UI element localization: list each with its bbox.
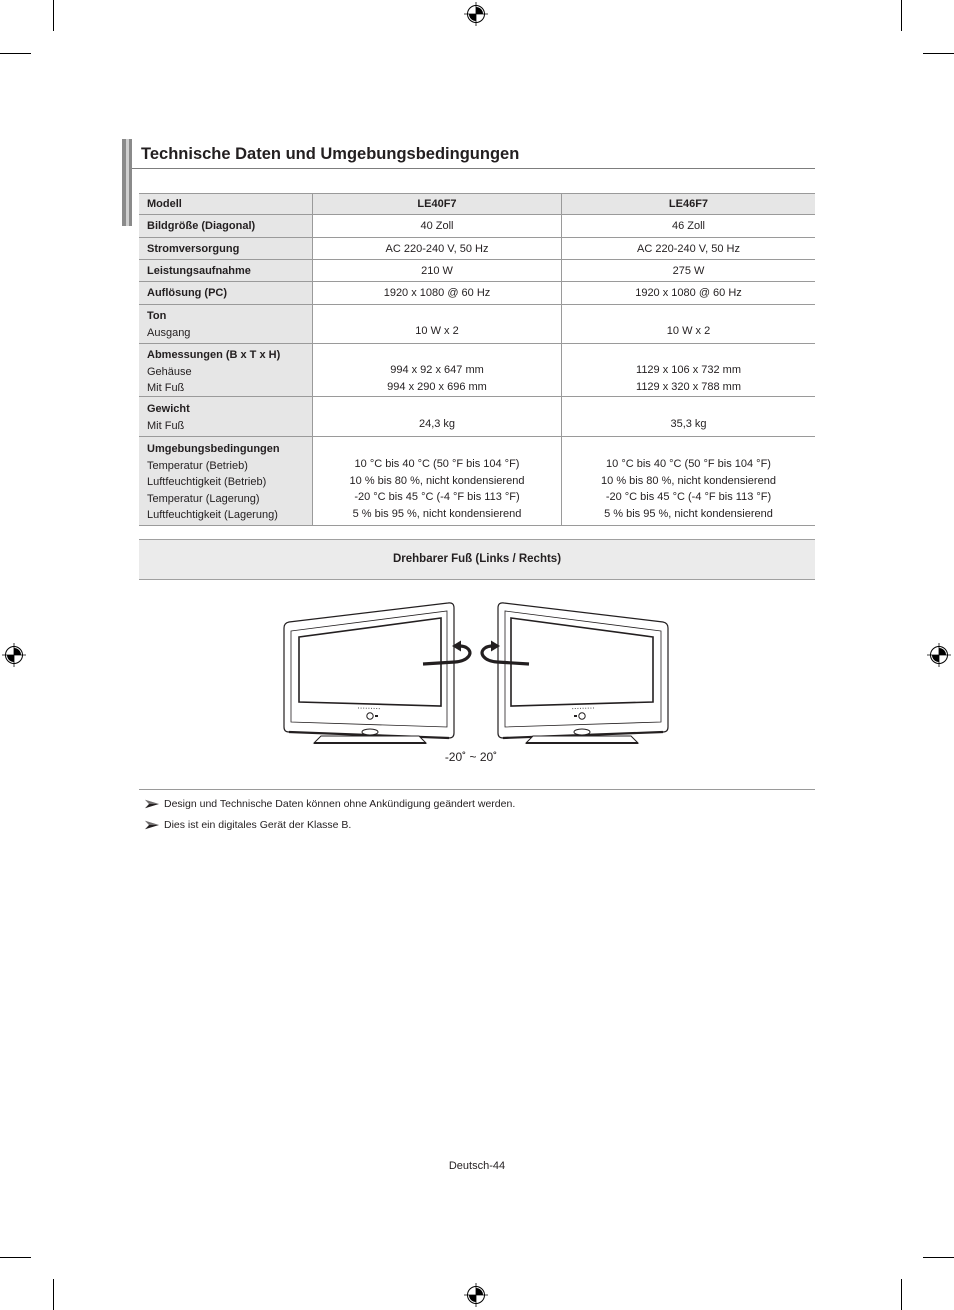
row-label: Leistungsaufnahme	[139, 260, 313, 281]
row-label: Umgebungsbedingungen	[147, 443, 280, 455]
page-title: Technische Daten und Umgebungsbedingungen	[141, 145, 520, 163]
row-value: 10 W x 2	[666, 325, 711, 337]
tv-left-illustration	[284, 603, 454, 743]
registration-mark-icon	[927, 643, 951, 667]
crop-mark	[901, 0, 902, 31]
row-sublabel: Luftfeuchtigkeit (Lagerung)	[147, 509, 278, 522]
row-value: 275 W	[672, 264, 705, 277]
row-value: 10 °C bis 40 °C (50 °F bis 104 °F)	[354, 458, 520, 470]
header-label: Modell	[139, 194, 313, 214]
row-value-group	[562, 437, 815, 525]
crop-mark	[0, 1257, 31, 1258]
row-value: 10 °C bis 40 °C (50 °F bis 104 °F)	[606, 458, 771, 470]
table-row	[139, 397, 815, 437]
swivel-stand-heading: Drehbarer Fuß (Links / Rechts)	[139, 539, 815, 580]
row-sublabel: Temperatur (Lagerung)	[147, 492, 260, 505]
row-value-group	[313, 344, 562, 396]
row-value: 24,3 kg	[418, 418, 456, 430]
row-value: 40 Zoll	[313, 215, 562, 237]
row-value: -20 °C bis 45 °C (-4 °F bis 113 °F)	[605, 491, 772, 504]
table-header-row	[139, 193, 815, 215]
registration-mark-icon	[464, 2, 488, 26]
row-label-group	[139, 344, 313, 396]
row-value: AC 220-240 V, 50 Hz	[637, 242, 740, 255]
row-label-group	[139, 437, 313, 525]
row-sublabel: Luftfeuchtigkeit (Betrieb)	[147, 476, 267, 489]
row-label: Ton	[147, 310, 167, 322]
row-label: Bildgröße (Diagonal)	[139, 215, 313, 237]
row-label-group	[139, 397, 313, 436]
table-row	[139, 282, 815, 305]
title-divider	[132, 168, 815, 169]
registration-mark-icon	[2, 643, 26, 667]
swivel-stand-illustration	[270, 595, 690, 755]
row-sublabel: Ausgang	[147, 326, 191, 339]
row-value-group	[562, 397, 815, 436]
note-item	[145, 797, 515, 811]
note-text: Design und Technische Daten können ohne Ankündigung geändert werden.	[164, 798, 516, 810]
header-model: LE40F7	[313, 194, 562, 214]
spec-table	[139, 193, 815, 526]
note-item	[145, 818, 351, 832]
crop-mark	[0, 53, 31, 54]
row-value-group	[313, 437, 562, 525]
row-value: 10 % bis 80 %, nicht kondensierend	[601, 474, 776, 487]
row-value: 10 W x 2	[415, 325, 459, 337]
row-value: 994 x 92 x 647 mm	[390, 364, 484, 376]
notes-divider	[139, 789, 815, 790]
crop-mark	[901, 1279, 902, 1310]
row-value-group	[562, 344, 815, 396]
row-sublabel: Temperatur (Betrieb)	[147, 459, 248, 472]
crop-mark	[53, 0, 54, 31]
table-row	[139, 238, 815, 260]
row-value: 994 x 290 x 696 mm	[387, 380, 487, 393]
row-sublabel: Mit Fuß	[147, 419, 185, 432]
crop-mark	[923, 53, 954, 54]
row-value: 46 Zoll	[671, 220, 706, 232]
table-row	[139, 260, 815, 282]
row-value-group	[562, 305, 815, 343]
row-label: Abmessungen (B x T x H)	[147, 349, 281, 361]
row-value-group	[313, 397, 562, 436]
row-value: -20 °C bis 45 °C (-4 °F bis 113 °F)	[354, 491, 520, 504]
crop-mark	[923, 1257, 954, 1258]
row-value: 35,3 kg	[670, 418, 707, 430]
row-sublabel: Mit Fuß	[147, 382, 185, 395]
page-number: Deutsch-44	[448, 1160, 506, 1172]
tv-right-illustration	[498, 603, 668, 743]
row-label: Gewicht	[147, 403, 190, 415]
row-sublabel: Gehäuse	[147, 365, 192, 378]
swivel-angle-label: -20˚ ~ 20˚	[444, 750, 498, 764]
row-label: Stromversorgung	[139, 238, 313, 259]
table-row	[139, 344, 815, 397]
row-value: 5 % bis 95 %, nicht kondensierend	[352, 507, 522, 520]
row-value: 1920 x 1080 @ 60 Hz	[635, 287, 742, 299]
registration-mark-icon	[464, 1283, 488, 1307]
row-label-group	[139, 305, 313, 343]
row-value: 210 W	[313, 260, 562, 281]
note-text: Dies ist ein digitales Gerät der Klasse B.	[164, 819, 352, 831]
row-value: 1129 x 106 x 732 mm	[636, 364, 741, 376]
row-value: 1129 x 320 x 788 mm	[636, 380, 741, 393]
row-value: 5 % bis 95 %, nicht kondensierend	[604, 507, 773, 520]
crop-mark	[53, 1279, 54, 1310]
table-row	[139, 215, 815, 238]
note-arrow-icon	[145, 820, 159, 830]
row-value-group	[313, 305, 562, 343]
header-model: LE46F7	[668, 198, 709, 210]
row-value: AC 220-240 V, 50 Hz	[313, 238, 562, 259]
table-row	[139, 437, 815, 526]
row-value: 1920 x 1080 @ 60 Hz	[313, 282, 562, 304]
table-row	[139, 305, 815, 344]
row-label: Auflösung (PC)	[139, 282, 313, 304]
row-value: 10 % bis 80 %, nicht kondensierend	[349, 474, 525, 487]
note-arrow-icon	[145, 799, 159, 809]
section-marker-bar	[122, 139, 132, 226]
